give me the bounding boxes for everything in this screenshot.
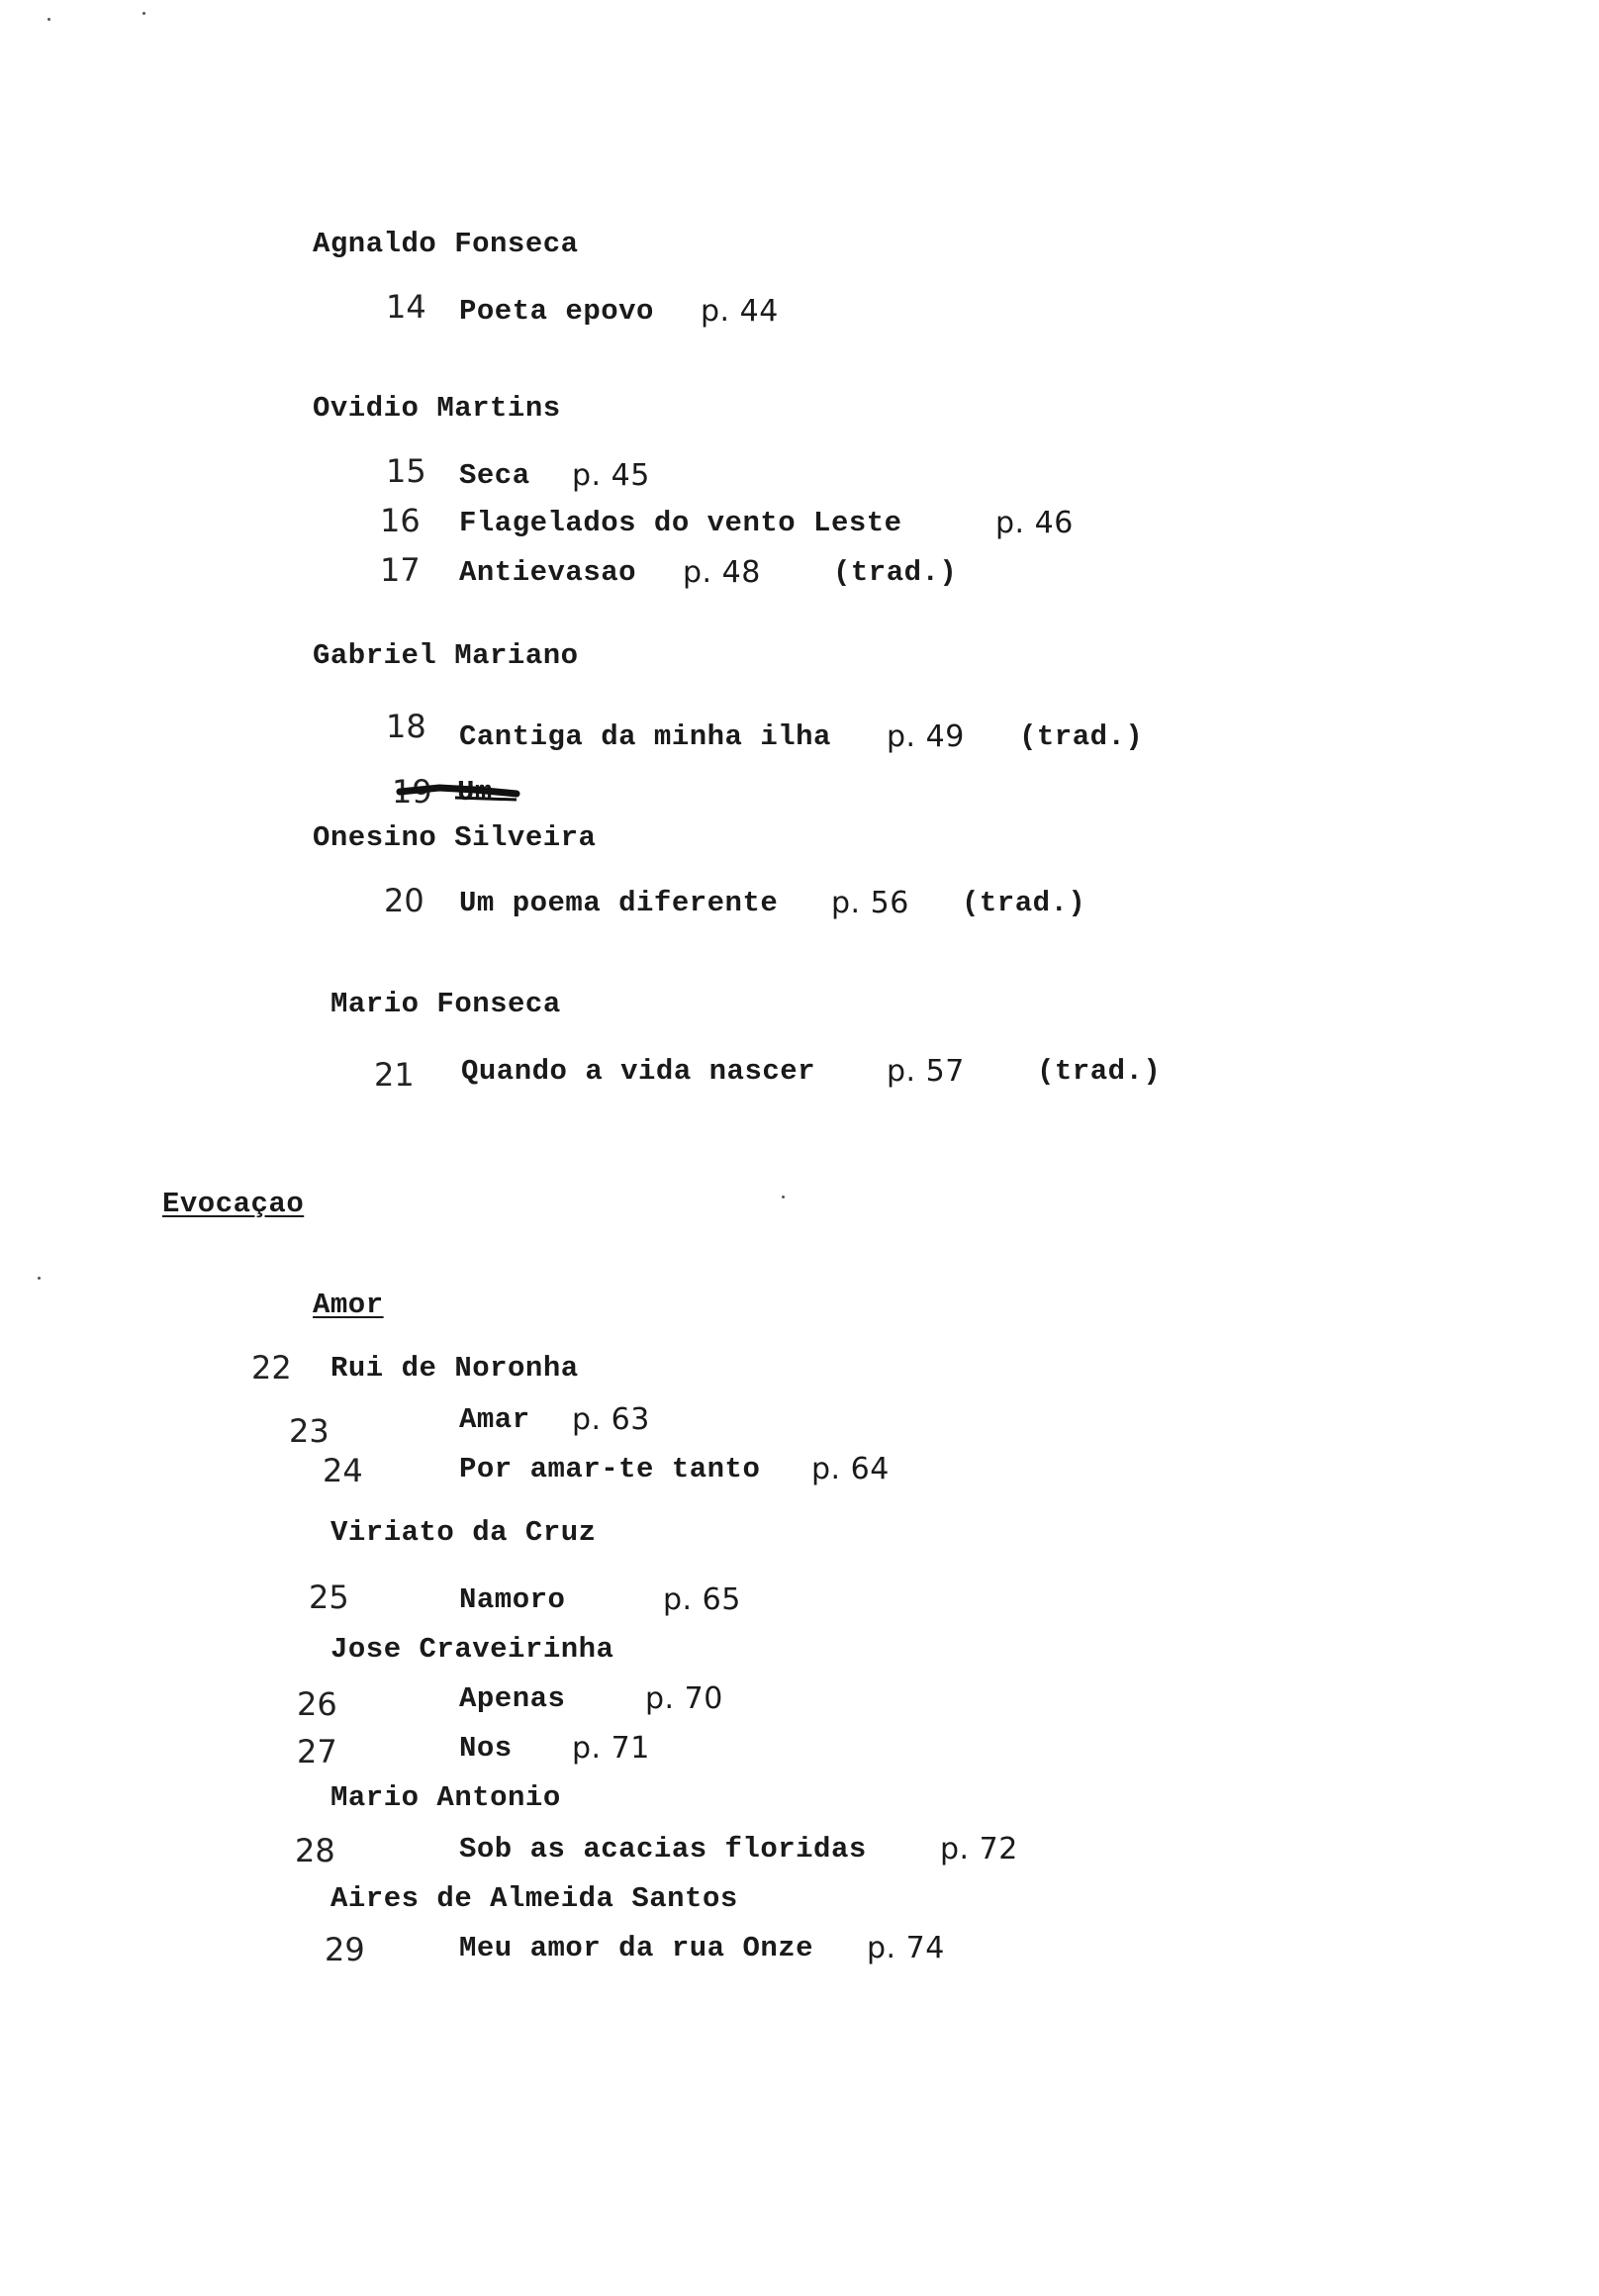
section-heading: Evocaçao xyxy=(162,1188,305,1220)
author-name: Ovidio Martins xyxy=(313,392,561,425)
handwritten-number: 21 xyxy=(374,1056,415,1094)
poem-title: Poeta epovo xyxy=(459,295,654,328)
poem-title: Por amar-te tanto xyxy=(459,1453,761,1485)
poem-title: Nos xyxy=(459,1732,513,1765)
poem-title: Apenas xyxy=(459,1682,566,1715)
handwritten-number: 15 xyxy=(386,452,426,490)
handwritten-number: 14 xyxy=(386,288,426,326)
page-ref: p. 46 xyxy=(995,506,1074,540)
handwritten-number: 28 xyxy=(295,1832,335,1869)
struck-out-entry xyxy=(372,774,520,813)
scan-speck xyxy=(38,1277,41,1280)
page-ref: p. 56 xyxy=(831,886,909,920)
author-name: Jose Craveirinha xyxy=(330,1633,614,1666)
translation-note: (trad.) xyxy=(1037,1055,1162,1088)
scan-speck xyxy=(142,12,145,15)
poem-title: Seca xyxy=(459,459,530,492)
author-name: Onesino Silveira xyxy=(313,821,597,854)
translation-note: (trad.) xyxy=(833,556,958,589)
struck-handwritten-number: 19 xyxy=(392,773,432,811)
poem-title: Namoro xyxy=(459,1583,566,1616)
page-ref: p. 48 xyxy=(683,555,761,590)
poem-title: Antievasao xyxy=(459,556,637,589)
strike-through-mark xyxy=(372,774,520,813)
page-ref: p. 63 xyxy=(572,1402,650,1437)
page-ref: p. 65 xyxy=(663,1582,741,1617)
poem-title: Quando a vida nascer xyxy=(461,1055,816,1088)
subsection-heading: Amor xyxy=(313,1289,384,1321)
poem-title: Flagelados do vento Leste xyxy=(459,507,902,539)
page-ref: p. 72 xyxy=(940,1832,1018,1866)
page-ref: p. 74 xyxy=(867,1931,945,1965)
scan-speck xyxy=(782,1196,785,1198)
translation-note: (trad.) xyxy=(1019,720,1144,753)
poem-title: Cantiga da minha ilha xyxy=(459,720,831,753)
author-name: Agnaldo Fonseca xyxy=(313,228,579,260)
handwritten-number: 25 xyxy=(309,1578,349,1616)
author-name: Viriato da Cruz xyxy=(330,1516,597,1549)
page-ref: p. 44 xyxy=(701,294,779,329)
poem-title: Um poema diferente xyxy=(459,887,779,919)
page-ref: p. 49 xyxy=(887,719,965,754)
scan-speck xyxy=(47,18,50,21)
poem-title: Sob as acacias floridas xyxy=(459,1833,867,1866)
handwritten-number: 17 xyxy=(380,551,421,589)
handwritten-number: 23 xyxy=(289,1412,329,1450)
handwritten-number: 20 xyxy=(384,882,424,919)
handwritten-number: 16 xyxy=(380,502,421,539)
author-name: Gabriel Mariano xyxy=(313,639,579,672)
page-ref: p. 64 xyxy=(811,1452,890,1486)
handwritten-number: 27 xyxy=(297,1733,337,1770)
page-ref: p. 71 xyxy=(572,1731,650,1766)
translation-note: (trad.) xyxy=(962,887,1086,919)
handwritten-number: 29 xyxy=(325,1931,365,1968)
handwritten-number: 26 xyxy=(297,1685,337,1723)
author-name: Mario Fonseca xyxy=(330,988,561,1020)
handwritten-number: 22 xyxy=(251,1349,292,1387)
poem-title: Meu amor da rua Onze xyxy=(459,1932,814,1964)
page-ref: p. 70 xyxy=(645,1681,723,1716)
handwritten-number: 18 xyxy=(386,708,426,745)
struck-text: Um xyxy=(457,776,493,809)
page-ref: p. 57 xyxy=(887,1054,965,1089)
author-name: Aires de Almeida Santos xyxy=(330,1882,738,1915)
page-ref: p. 45 xyxy=(572,458,650,493)
author-name: Rui de Noronha xyxy=(330,1352,579,1385)
author-name: Mario Antonio xyxy=(330,1781,561,1814)
handwritten-number: 24 xyxy=(323,1452,363,1489)
poem-title: Amar xyxy=(459,1403,530,1436)
